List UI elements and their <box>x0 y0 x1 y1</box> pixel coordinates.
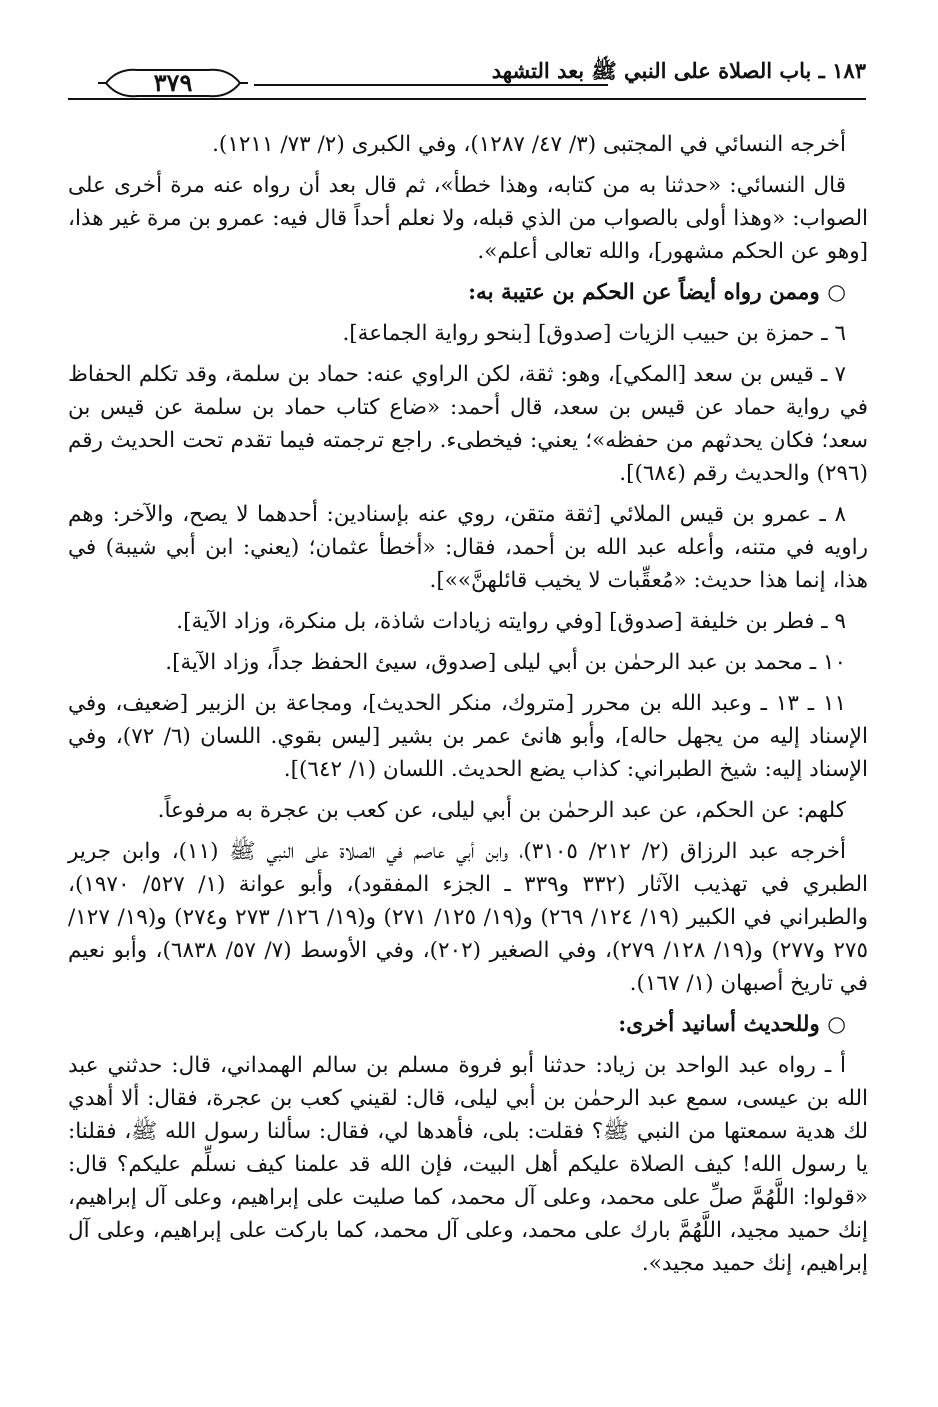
paragraph: ١١ ـ ١٣ ـ وعبد الله بن محرر [متروك، منكر الحديث]، ومجاعة بن الزبير [ضعيف، وفي الإسناد إليه من يجهل حاله]، وأبو هانئ عمر بن بشير [ليس بقوي. اللسان (٦/ ٧٢)، وفي الإسناد إليه: شيخ الطبراني: كذاب يضع الحديث. اللسان (١/ ٦٤٢)]. <box>68 691 869 782</box>
paragraph: أخرجه النسائي في المجتبى (٣/ ٤٧/ ١٢٨٧)، وفي الكبرى (٢/ ٧٣/ ١٢١١). <box>212 132 846 157</box>
paragraph: ○ وللحديث أسانيد أخرى: <box>618 1012 846 1037</box>
page-body <box>68 128 868 1288</box>
paragraph: كلهم: عن الحكم، عن عبد الرحمٰن بن أبي ليلى، عن كعب بن عجرة به مرفوعاً. <box>157 798 846 823</box>
paragraph: أ ـ رواه عبد الواحد بن زياد: حدثنا أبو فروة مسلم بن سالم الهمداني، قال: حدثني عبد الله بن عيسى، سمع عبد الرحمٰن بن أبي ليلى، قال: لقيني كعب بن عجرة، فقال: ألا أهدي لك هدية سمعتها من النبي ﷺ؟ فقلت: بلى، فأهدها لي، فقال: سألنا رسول الله ﷺ، فقلنا: يا رسول الله! كيف الصلاة عليكم أهل البيت، فإن الله قد علمنا كيف نسلِّم عليكم؟ قال: «قولوا: اللَّهُمَّ صلِّ على محمد، وعلى آل محمد، كما صليت على إبراهيم، وعلى آل إبراهيم، إنك حميد مجيد، اللَّهُمَّ بارك على محمد، وعلى آل محمد، كما باركت على إبراهيم، وعلى آل إبراهيم، إنك حميد مجيد». <box>68 1053 868 1276</box>
page-number-frame <box>98 64 248 102</box>
header-rule-top <box>254 84 608 86</box>
paragraph: أخرجه عبد الرزاق (٢/ ٢١٢/ ٣١٠٥)، وابن أبي عاصم في الصلاة على النبي ﷺ (١١)، وابن جرير الطبري في تهذيب الآثار (٣٣٢ و٣٣٩ ـ الجزء المفقود)، وأبو عوانة (١/ ٥٢٧/ ١٩٧٠)، والطبراني في الكبير (١٩/ ١٢٤/ ٢٦٩) و(١٩/ ١٢٥/ ٢٧١) و(١٩/ ١٢٦/ ٢٧٣ و٢٧٤) و(١٩/ ١٢٧/ ٢٧٥ و٢٧٧) و(١٩/ ١٢٨/ ٢٧٩)، وفي الصغير (٢٠٢)، وفي الأوسط (٧/ ٥٧/ ٦٨٣٨)، وأبو نعيم في تاريخ أصبهان (١/ ١٦٧). <box>68 839 869 996</box>
paragraph: ١٠ ـ محمد بن عبد الرحمٰن بن أبي ليلى [صدوق، سيئ الحفظ جداً، وزاد الآية]. <box>165 650 846 675</box>
paragraph: ٦ ـ حمزة بن حبيب الزيات [صدوق] [بنحو رواية الجماعة]. <box>342 321 846 346</box>
paragraph: ○ وممن رواه أيضاً عن الحكم بن عتيبة به: <box>468 280 846 305</box>
paragraph: ٩ ـ فطر بن خليفة [صدوق] [وفي روايته زيادات شاذة، بل منكرة، وزاد الآية]. <box>176 609 846 634</box>
paragraph: ٧ ـ قيس بن سعد [المكي]، وهو: ثقة، لكن الراوي عنه: حماد بن سلمة، وقد تكلم الحفاظ في رواية حماد عن قيس بن سعد، قال أحمد: «ضاع كتاب حماد بن سلمة عن قيس بن سعد؛ فكان يحدثهم من حفظه»؛ يعني: فيخطىء. راجع ترجمته فيما تقدم تحت الحديث رقم (٢٩٦) والحديث رقم (٦٨٤)]. <box>68 362 868 486</box>
page-header <box>68 54 866 106</box>
page-number: ٣٧٩ <box>153 68 193 97</box>
paragraph: قال النسائي: «حدثنا به من كتابه، وهذا خطأ»، ثم قال بعد أن رواه عنه مرة أخرى على الصواب: «وهذا أولى بالصواب من الذي قبله، ولا نعلم أحداً قال فيه: عمرو بن مرة غير هذا، [وهو عن الحكم مشهور]، والله تعالى أعلم». <box>68 173 868 264</box>
chapter-title: ١٨٣ ـ باب الصلاة على النبي ﷺ بعد التشهد <box>491 58 866 83</box>
paragraph: ٨ ـ عمرو بن قيس الملائي [ثقة متقن، روي عنه بإسنادين: أحدهما لا يصح، والآخر: وهم راويه في متنه، وأعله عبد الله بن أحمد، فقال: «أخطأ عثمان؛ (يعني: ابن أبي شيبة) في هذا، إنما هذا حديث: «مُعقِّبات لا يخيب قائلهنَّ»»]. <box>68 502 868 593</box>
